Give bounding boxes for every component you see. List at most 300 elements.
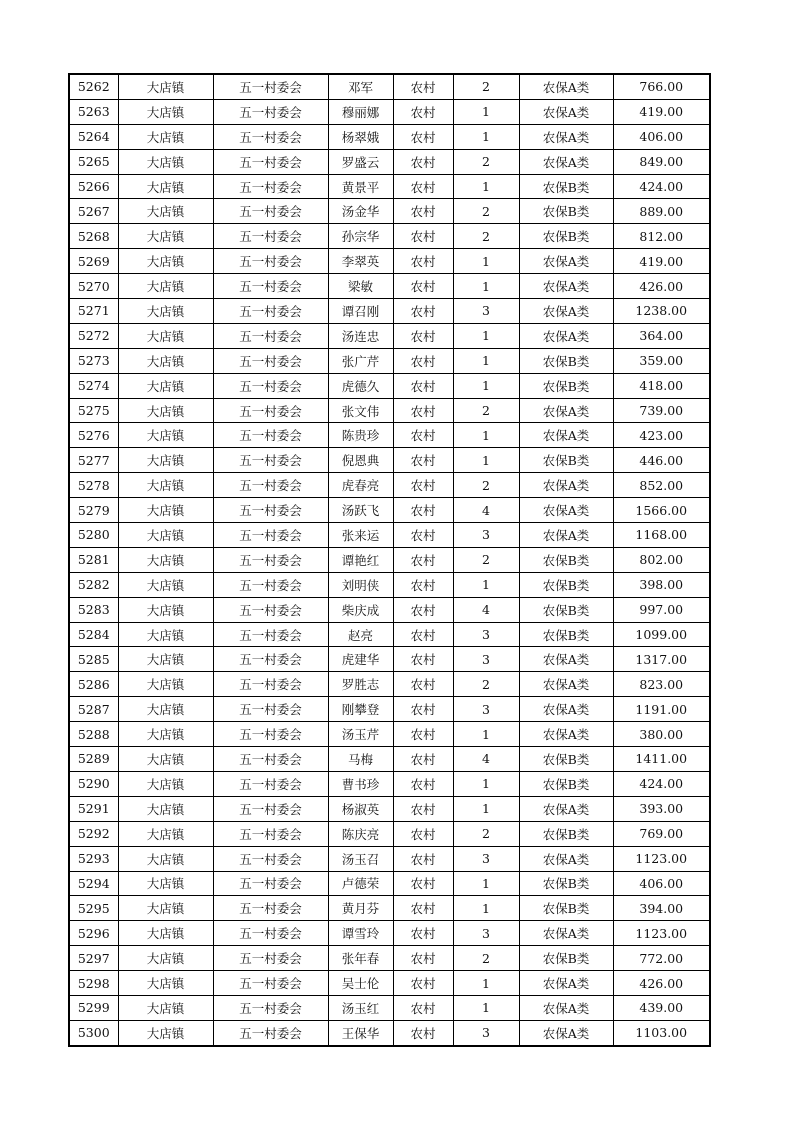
town-cell: 大店镇 bbox=[118, 771, 213, 796]
insurance-type-cell: 农保A类 bbox=[519, 149, 613, 174]
area-type-cell: 农村 bbox=[393, 871, 453, 896]
household-size-cell: 1 bbox=[453, 174, 519, 199]
town-cell: 大店镇 bbox=[118, 224, 213, 249]
town-cell: 大店镇 bbox=[118, 174, 213, 199]
insurance-type-cell: 农保A类 bbox=[519, 921, 613, 946]
village-committee-cell: 五一村委会 bbox=[213, 722, 328, 747]
household-size-cell: 2 bbox=[453, 199, 519, 224]
record-id-cell: 5296 bbox=[69, 921, 118, 946]
area-type-cell: 农村 bbox=[393, 921, 453, 946]
amount-cell: 419.00 bbox=[613, 99, 710, 124]
town-cell: 大店镇 bbox=[118, 647, 213, 672]
insurance-type-cell: 农保A类 bbox=[519, 697, 613, 722]
insurance-type-cell: 农保B类 bbox=[519, 597, 613, 622]
household-size-cell: 3 bbox=[453, 299, 519, 324]
record-id-cell: 5293 bbox=[69, 846, 118, 871]
insurance-type-cell: 农保A类 bbox=[519, 647, 613, 672]
town-cell: 大店镇 bbox=[118, 946, 213, 971]
village-committee-cell: 五一村委会 bbox=[213, 224, 328, 249]
village-committee-cell: 五一村委会 bbox=[213, 572, 328, 597]
village-committee-cell: 五一村委会 bbox=[213, 995, 328, 1020]
town-cell: 大店镇 bbox=[118, 971, 213, 996]
name-cell: 张文伟 bbox=[328, 398, 393, 423]
name-cell: 虎建华 bbox=[328, 647, 393, 672]
village-committee-cell: 五一村委会 bbox=[213, 796, 328, 821]
household-size-cell: 1 bbox=[453, 722, 519, 747]
amount-cell: 889.00 bbox=[613, 199, 710, 224]
table-row bbox=[69, 995, 710, 1020]
household-size-cell: 2 bbox=[453, 473, 519, 498]
household-size-cell: 1 bbox=[453, 871, 519, 896]
village-committee-cell: 五一村委会 bbox=[213, 174, 328, 199]
area-type-cell: 农村 bbox=[393, 224, 453, 249]
record-id-cell: 5264 bbox=[69, 124, 118, 149]
name-cell: 张年春 bbox=[328, 946, 393, 971]
insurance-type-cell: 农保A类 bbox=[519, 274, 613, 299]
amount-cell: 380.00 bbox=[613, 722, 710, 747]
record-id-cell: 5271 bbox=[69, 299, 118, 324]
table-row bbox=[69, 249, 710, 274]
town-cell: 大店镇 bbox=[118, 199, 213, 224]
record-id-cell: 5265 bbox=[69, 149, 118, 174]
record-id-cell: 5274 bbox=[69, 373, 118, 398]
name-cell: 虎德久 bbox=[328, 373, 393, 398]
name-cell: 张来运 bbox=[328, 523, 393, 548]
household-size-cell: 4 bbox=[453, 747, 519, 772]
amount-cell: 1238.00 bbox=[613, 299, 710, 324]
village-committee-cell: 五一村委会 bbox=[213, 373, 328, 398]
area-type-cell: 农村 bbox=[393, 398, 453, 423]
amount-cell: 424.00 bbox=[613, 174, 710, 199]
record-id-cell: 5298 bbox=[69, 971, 118, 996]
record-id-cell: 5287 bbox=[69, 697, 118, 722]
table-row bbox=[69, 323, 710, 348]
record-id-cell: 5280 bbox=[69, 523, 118, 548]
insurance-type-cell: 农保A类 bbox=[519, 323, 613, 348]
record-id-cell: 5270 bbox=[69, 274, 118, 299]
table-row bbox=[69, 199, 710, 224]
table-row bbox=[69, 871, 710, 896]
amount-cell: 739.00 bbox=[613, 398, 710, 423]
name-cell: 邓军 bbox=[328, 74, 393, 99]
table-row bbox=[69, 1020, 710, 1045]
amount-cell: 849.00 bbox=[613, 149, 710, 174]
household-size-cell: 1 bbox=[453, 971, 519, 996]
amount-cell: 823.00 bbox=[613, 672, 710, 697]
household-size-cell: 1 bbox=[453, 448, 519, 473]
insurance-type-cell: 农保A类 bbox=[519, 74, 613, 99]
area-type-cell: 农村 bbox=[393, 423, 453, 448]
table-row bbox=[69, 697, 710, 722]
village-committee-cell: 五一村委会 bbox=[213, 498, 328, 523]
name-cell: 陈庆亮 bbox=[328, 821, 393, 846]
insurance-type-cell: 农保A类 bbox=[519, 249, 613, 274]
town-cell: 大店镇 bbox=[118, 622, 213, 647]
town-cell: 大店镇 bbox=[118, 423, 213, 448]
name-cell: 马梅 bbox=[328, 747, 393, 772]
area-type-cell: 农村 bbox=[393, 896, 453, 921]
record-id-cell: 5281 bbox=[69, 547, 118, 572]
insurance-type-cell: 农保A类 bbox=[519, 498, 613, 523]
village-committee-cell: 五一村委会 bbox=[213, 423, 328, 448]
town-cell: 大店镇 bbox=[118, 149, 213, 174]
insurance-type-cell: 农保A类 bbox=[519, 299, 613, 324]
record-id-cell: 5288 bbox=[69, 722, 118, 747]
area-type-cell: 农村 bbox=[393, 323, 453, 348]
table-row bbox=[69, 99, 710, 124]
amount-cell: 364.00 bbox=[613, 323, 710, 348]
amount-cell: 398.00 bbox=[613, 572, 710, 597]
household-size-cell: 1 bbox=[453, 99, 519, 124]
table-row bbox=[69, 846, 710, 871]
name-cell: 谭艳红 bbox=[328, 547, 393, 572]
record-id-cell: 5285 bbox=[69, 647, 118, 672]
town-cell: 大店镇 bbox=[118, 821, 213, 846]
table-row bbox=[69, 348, 710, 373]
household-size-cell: 4 bbox=[453, 597, 519, 622]
town-cell: 大店镇 bbox=[118, 995, 213, 1020]
area-type-cell: 农村 bbox=[393, 672, 453, 697]
town-cell: 大店镇 bbox=[118, 697, 213, 722]
record-id-cell: 5266 bbox=[69, 174, 118, 199]
table-row bbox=[69, 448, 710, 473]
name-cell: 柴庆成 bbox=[328, 597, 393, 622]
household-size-cell: 1 bbox=[453, 274, 519, 299]
household-size-cell: 2 bbox=[453, 821, 519, 846]
town-cell: 大店镇 bbox=[118, 871, 213, 896]
insurance-type-cell: 农保B类 bbox=[519, 547, 613, 572]
village-committee-cell: 五一村委会 bbox=[213, 249, 328, 274]
record-id-cell: 5269 bbox=[69, 249, 118, 274]
name-cell: 卢德荣 bbox=[328, 871, 393, 896]
name-cell: 张广芹 bbox=[328, 348, 393, 373]
amount-cell: 772.00 bbox=[613, 946, 710, 971]
household-size-cell: 3 bbox=[453, 1020, 519, 1045]
record-id-cell: 5273 bbox=[69, 348, 118, 373]
table-row bbox=[69, 498, 710, 523]
amount-cell: 1191.00 bbox=[613, 697, 710, 722]
town-cell: 大店镇 bbox=[118, 323, 213, 348]
amount-cell: 424.00 bbox=[613, 771, 710, 796]
name-cell: 罗胜志 bbox=[328, 672, 393, 697]
household-size-cell: 4 bbox=[453, 498, 519, 523]
table-row bbox=[69, 74, 710, 99]
table-row bbox=[69, 523, 710, 548]
record-id-cell: 5263 bbox=[69, 99, 118, 124]
amount-cell: 423.00 bbox=[613, 423, 710, 448]
area-type-cell: 农村 bbox=[393, 274, 453, 299]
household-size-cell: 1 bbox=[453, 771, 519, 796]
table-row bbox=[69, 946, 710, 971]
record-id-cell: 5279 bbox=[69, 498, 118, 523]
village-committee-cell: 五一村委会 bbox=[213, 821, 328, 846]
area-type-cell: 农村 bbox=[393, 249, 453, 274]
table-row bbox=[69, 149, 710, 174]
insurance-type-cell: 农保B类 bbox=[519, 448, 613, 473]
area-type-cell: 农村 bbox=[393, 971, 453, 996]
amount-cell: 802.00 bbox=[613, 547, 710, 572]
household-size-cell: 2 bbox=[453, 946, 519, 971]
amount-cell: 1123.00 bbox=[613, 846, 710, 871]
record-id-cell: 5282 bbox=[69, 572, 118, 597]
village-committee-cell: 五一村委会 bbox=[213, 124, 328, 149]
town-cell: 大店镇 bbox=[118, 1020, 213, 1045]
household-size-cell: 1 bbox=[453, 572, 519, 597]
record-id-cell: 5291 bbox=[69, 796, 118, 821]
insurance-type-cell: 农保A类 bbox=[519, 473, 613, 498]
table-row bbox=[69, 174, 710, 199]
household-size-cell: 1 bbox=[453, 323, 519, 348]
household-size-cell: 3 bbox=[453, 697, 519, 722]
town-cell: 大店镇 bbox=[118, 74, 213, 99]
name-cell: 黄月芬 bbox=[328, 896, 393, 921]
record-id-cell: 5286 bbox=[69, 672, 118, 697]
village-committee-cell: 五一村委会 bbox=[213, 74, 328, 99]
village-committee-cell: 五一村委会 bbox=[213, 971, 328, 996]
household-size-cell: 1 bbox=[453, 249, 519, 274]
record-id-cell: 5295 bbox=[69, 896, 118, 921]
town-cell: 大店镇 bbox=[118, 274, 213, 299]
insurance-type-cell: 农保A类 bbox=[519, 672, 613, 697]
insurance-type-cell: 农保B类 bbox=[519, 821, 613, 846]
name-cell: 赵亮 bbox=[328, 622, 393, 647]
name-cell: 陈贵珍 bbox=[328, 423, 393, 448]
name-cell: 虎春亮 bbox=[328, 473, 393, 498]
village-committee-cell: 五一村委会 bbox=[213, 149, 328, 174]
area-type-cell: 农村 bbox=[393, 995, 453, 1020]
table-row bbox=[69, 572, 710, 597]
table-row bbox=[69, 771, 710, 796]
insurance-type-cell: 农保B类 bbox=[519, 348, 613, 373]
town-cell: 大店镇 bbox=[118, 846, 213, 871]
town-cell: 大店镇 bbox=[118, 672, 213, 697]
amount-cell: 1566.00 bbox=[613, 498, 710, 523]
area-type-cell: 农村 bbox=[393, 149, 453, 174]
amount-cell: 439.00 bbox=[613, 995, 710, 1020]
insurance-type-cell: 农保B类 bbox=[519, 373, 613, 398]
amount-cell: 1317.00 bbox=[613, 647, 710, 672]
household-size-cell: 1 bbox=[453, 124, 519, 149]
area-type-cell: 农村 bbox=[393, 1020, 453, 1045]
insurance-type-cell: 农保B类 bbox=[519, 199, 613, 224]
area-type-cell: 农村 bbox=[393, 572, 453, 597]
town-cell: 大店镇 bbox=[118, 124, 213, 149]
town-cell: 大店镇 bbox=[118, 547, 213, 572]
insurance-type-cell: 农保A类 bbox=[519, 722, 613, 747]
village-committee-cell: 五一村委会 bbox=[213, 622, 328, 647]
amount-cell: 393.00 bbox=[613, 796, 710, 821]
insurance-type-cell: 农保A类 bbox=[519, 398, 613, 423]
town-cell: 大店镇 bbox=[118, 572, 213, 597]
area-type-cell: 农村 bbox=[393, 299, 453, 324]
household-size-cell: 2 bbox=[453, 547, 519, 572]
area-type-cell: 农村 bbox=[393, 597, 453, 622]
village-committee-cell: 五一村委会 bbox=[213, 448, 328, 473]
town-cell: 大店镇 bbox=[118, 896, 213, 921]
area-type-cell: 农村 bbox=[393, 547, 453, 572]
name-cell: 刘明侠 bbox=[328, 572, 393, 597]
town-cell: 大店镇 bbox=[118, 299, 213, 324]
household-size-cell: 2 bbox=[453, 74, 519, 99]
village-committee-cell: 五一村委会 bbox=[213, 1020, 328, 1045]
table-row bbox=[69, 971, 710, 996]
table-row bbox=[69, 373, 710, 398]
insurance-type-cell: 农保A类 bbox=[519, 124, 613, 149]
town-cell: 大店镇 bbox=[118, 398, 213, 423]
table-row bbox=[69, 398, 710, 423]
name-cell: 梁敏 bbox=[328, 274, 393, 299]
insurance-type-cell: 农保B类 bbox=[519, 622, 613, 647]
insurance-type-cell: 农保B类 bbox=[519, 747, 613, 772]
town-cell: 大店镇 bbox=[118, 747, 213, 772]
area-type-cell: 农村 bbox=[393, 473, 453, 498]
table-row bbox=[69, 473, 710, 498]
record-id-cell: 5262 bbox=[69, 74, 118, 99]
household-size-cell: 1 bbox=[453, 896, 519, 921]
town-cell: 大店镇 bbox=[118, 249, 213, 274]
insurance-type-cell: 农保A类 bbox=[519, 995, 613, 1020]
record-id-cell: 5300 bbox=[69, 1020, 118, 1045]
area-type-cell: 农村 bbox=[393, 199, 453, 224]
town-cell: 大店镇 bbox=[118, 473, 213, 498]
area-type-cell: 农村 bbox=[393, 771, 453, 796]
amount-cell: 997.00 bbox=[613, 597, 710, 622]
area-type-cell: 农村 bbox=[393, 373, 453, 398]
record-id-cell: 5289 bbox=[69, 747, 118, 772]
table-row bbox=[69, 124, 710, 149]
town-cell: 大店镇 bbox=[118, 523, 213, 548]
record-id-cell: 5283 bbox=[69, 597, 118, 622]
household-size-cell: 3 bbox=[453, 647, 519, 672]
table-row bbox=[69, 821, 710, 846]
village-committee-cell: 五一村委会 bbox=[213, 274, 328, 299]
village-committee-cell: 五一村委会 bbox=[213, 921, 328, 946]
village-committee-cell: 五一村委会 bbox=[213, 547, 328, 572]
village-committee-cell: 五一村委会 bbox=[213, 398, 328, 423]
insurance-type-cell: 农保B类 bbox=[519, 572, 613, 597]
area-type-cell: 农村 bbox=[393, 747, 453, 772]
record-id-cell: 5267 bbox=[69, 199, 118, 224]
area-type-cell: 农村 bbox=[393, 99, 453, 124]
name-cell: 汤金华 bbox=[328, 199, 393, 224]
household-size-cell: 1 bbox=[453, 995, 519, 1020]
area-type-cell: 农村 bbox=[393, 821, 453, 846]
town-cell: 大店镇 bbox=[118, 99, 213, 124]
insurance-type-cell: 农保A类 bbox=[519, 99, 613, 124]
insurance-type-cell: 农保A类 bbox=[519, 846, 613, 871]
table-row bbox=[69, 796, 710, 821]
name-cell: 汤玉芹 bbox=[328, 722, 393, 747]
table-row bbox=[69, 722, 710, 747]
household-size-cell: 3 bbox=[453, 523, 519, 548]
amount-cell: 1099.00 bbox=[613, 622, 710, 647]
household-size-cell: 2 bbox=[453, 224, 519, 249]
area-type-cell: 农村 bbox=[393, 622, 453, 647]
amount-cell: 426.00 bbox=[613, 971, 710, 996]
amount-cell: 766.00 bbox=[613, 74, 710, 99]
amount-cell: 852.00 bbox=[613, 473, 710, 498]
name-cell: 谭雪玲 bbox=[328, 921, 393, 946]
village-committee-cell: 五一村委会 bbox=[213, 323, 328, 348]
village-committee-cell: 五一村委会 bbox=[213, 199, 328, 224]
area-type-cell: 农村 bbox=[393, 498, 453, 523]
table-row bbox=[69, 274, 710, 299]
name-cell: 李翠英 bbox=[328, 249, 393, 274]
record-id-cell: 5297 bbox=[69, 946, 118, 971]
table-row bbox=[69, 597, 710, 622]
table-row bbox=[69, 423, 710, 448]
amount-cell: 394.00 bbox=[613, 896, 710, 921]
table-row bbox=[69, 921, 710, 946]
town-cell: 大店镇 bbox=[118, 448, 213, 473]
record-id-cell: 5275 bbox=[69, 398, 118, 423]
table-row bbox=[69, 299, 710, 324]
table-body bbox=[69, 74, 710, 1046]
amount-cell: 446.00 bbox=[613, 448, 710, 473]
town-cell: 大店镇 bbox=[118, 921, 213, 946]
village-committee-cell: 五一村委会 bbox=[213, 846, 328, 871]
record-id-cell: 5278 bbox=[69, 473, 118, 498]
amount-cell: 359.00 bbox=[613, 348, 710, 373]
record-id-cell: 5276 bbox=[69, 423, 118, 448]
amount-cell: 1123.00 bbox=[613, 921, 710, 946]
name-cell: 杨淑英 bbox=[328, 796, 393, 821]
name-cell: 倪恩典 bbox=[328, 448, 393, 473]
village-committee-cell: 五一村委会 bbox=[213, 597, 328, 622]
town-cell: 大店镇 bbox=[118, 348, 213, 373]
household-size-cell: 1 bbox=[453, 796, 519, 821]
area-type-cell: 农村 bbox=[393, 697, 453, 722]
record-id-cell: 5294 bbox=[69, 871, 118, 896]
insurance-type-cell: 农保A类 bbox=[519, 423, 613, 448]
village-committee-cell: 五一村委会 bbox=[213, 348, 328, 373]
table-row bbox=[69, 647, 710, 672]
name-cell: 吴士伦 bbox=[328, 971, 393, 996]
village-committee-cell: 五一村委会 bbox=[213, 672, 328, 697]
town-cell: 大店镇 bbox=[118, 796, 213, 821]
village-committee-cell: 五一村委会 bbox=[213, 473, 328, 498]
household-size-cell: 3 bbox=[453, 921, 519, 946]
household-size-cell: 1 bbox=[453, 423, 519, 448]
area-type-cell: 农村 bbox=[393, 448, 453, 473]
record-id-cell: 5268 bbox=[69, 224, 118, 249]
area-type-cell: 农村 bbox=[393, 946, 453, 971]
name-cell: 曹书珍 bbox=[328, 771, 393, 796]
household-size-cell: 1 bbox=[453, 373, 519, 398]
records-table bbox=[68, 73, 711, 1047]
household-size-cell: 3 bbox=[453, 846, 519, 871]
name-cell: 王保华 bbox=[328, 1020, 393, 1045]
table-row bbox=[69, 622, 710, 647]
area-type-cell: 农村 bbox=[393, 124, 453, 149]
name-cell: 汤跃飞 bbox=[328, 498, 393, 523]
insurance-type-cell: 农保A类 bbox=[519, 523, 613, 548]
insurance-type-cell: 农保A类 bbox=[519, 796, 613, 821]
amount-cell: 812.00 bbox=[613, 224, 710, 249]
insurance-type-cell: 农保A类 bbox=[519, 971, 613, 996]
name-cell: 黄景平 bbox=[328, 174, 393, 199]
household-size-cell: 1 bbox=[453, 348, 519, 373]
record-id-cell: 5277 bbox=[69, 448, 118, 473]
area-type-cell: 农村 bbox=[393, 523, 453, 548]
area-type-cell: 农村 bbox=[393, 348, 453, 373]
village-committee-cell: 五一村委会 bbox=[213, 647, 328, 672]
village-committee-cell: 五一村委会 bbox=[213, 99, 328, 124]
area-type-cell: 农村 bbox=[393, 722, 453, 747]
record-id-cell: 5272 bbox=[69, 323, 118, 348]
amount-cell: 418.00 bbox=[613, 373, 710, 398]
amount-cell: 426.00 bbox=[613, 274, 710, 299]
